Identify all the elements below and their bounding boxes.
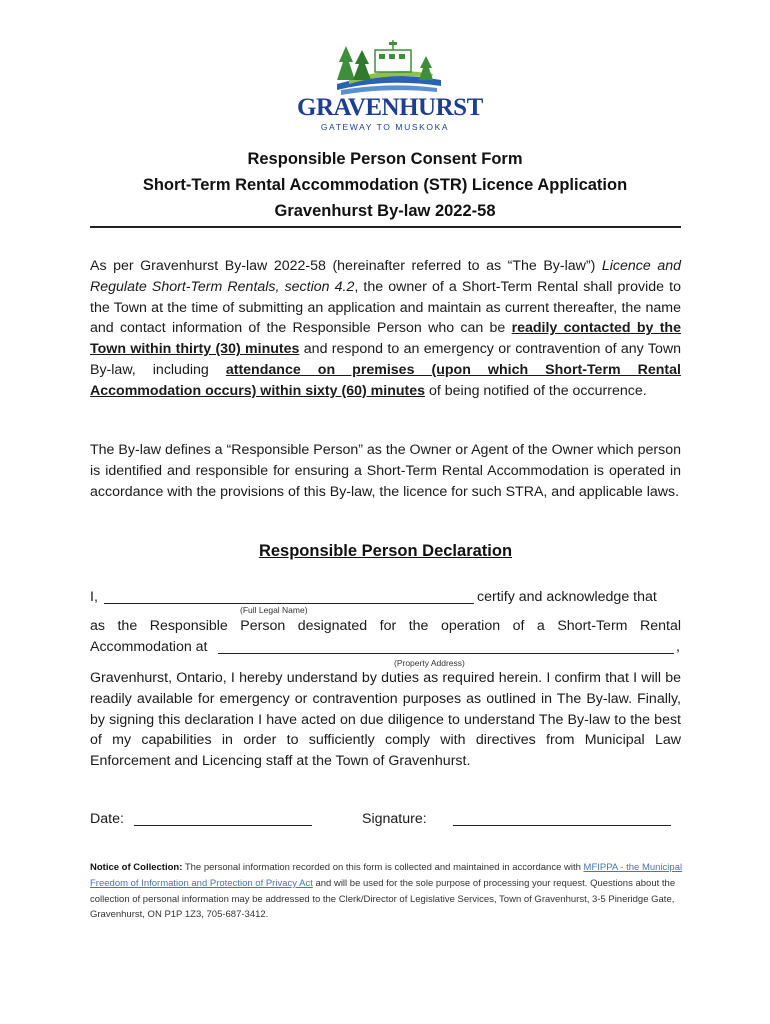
signature-field[interactable]	[453, 825, 671, 826]
para1-text-c: , the owner of a Short-Term Rental shall provide to the Town at the time of submitting an application and maintain as current thereafter, the name and contact information of the Responsible Person who can be	[90, 278, 682, 337]
property-address-field[interactable]	[218, 653, 674, 654]
para1-text-e: and respond to an emergency or contravention of any Town By-law, including	[90, 341, 681, 378]
attendance-requirement: attendance on premises (upon which Short-Term Rental Accommodation occurs) within sixty (60) minutes	[90, 361, 681, 399]
notice-text-1: The personal information recorded on this form is collected and maintained in accordance with	[182, 862, 584, 873]
notice-of-collection	[90, 860, 690, 923]
mfippa-link[interactable]: MFIPPA - the Municipal Freedom of Information and Protection of Privacy Act	[90, 862, 683, 889]
form-title: Responsible Person Consent Form	[247, 150, 523, 168]
definition-paragraph: The By-law defines a “Responsible Person” as the Owner or Agent of the Owner which person is identified and responsible for ensuring a Short-Term Rental Accommodation is operated in accordance with the provisions of this By-law, the licence for such STRA, and applicable laws.	[90, 442, 681, 500]
full-legal-name-field[interactable]	[104, 603, 474, 604]
notice-label: Notice of Collection:	[90, 862, 183, 873]
declaration-heading: Responsible Person Declaration	[258, 542, 513, 560]
para1-text-g: of being notified of the occurrence.	[425, 382, 647, 399]
logo-wordmark: GRAVENHURST	[297, 94, 483, 121]
accommodation-at-text: Accommodation at	[90, 639, 208, 655]
property-address-caption: (Property Address)	[394, 658, 465, 668]
full-legal-name-caption: (Full Legal Name)	[240, 605, 308, 615]
designation-line: as the Responsible Person designated for the operation of a Short-Term Rental	[90, 618, 681, 634]
logo-graphic-icon	[319, 40, 451, 98]
bylaw-paragraph	[90, 256, 681, 402]
date-field[interactable]	[134, 825, 312, 826]
address-comma: ,	[676, 639, 680, 655]
gravenhurst-logo	[297, 40, 483, 136]
form-subtitle: Short-Term Rental Accommodation (STR) Licence Application	[142, 176, 628, 194]
i-prefix: I,	[90, 589, 98, 605]
certify-text: certify and acknowledge that	[477, 589, 657, 605]
para1-text-a: As per Gravenhurst By-law 2022-58 (hereinafter referred to as “The By-law”)	[90, 258, 602, 274]
contact-requirement: readily contacted by the Town within thirty (30) minutes	[90, 320, 681, 358]
date-label: Date:	[90, 811, 124, 827]
title-divider	[90, 226, 681, 228]
form-titles	[90, 146, 680, 224]
logo-tagline: GATEWAY TO MUSKOKA	[320, 122, 450, 132]
bylaw-title: Gravenhurst By-law 2022-58	[274, 202, 496, 220]
bylaw-reference: Licence and Regulate Short-Term Rentals, section 4.2	[90, 258, 681, 295]
declaration-body: Gravenhurst, Ontario, I hereby understand by duties as required herein. I confirm that I will be readily available for emergency or contravention purposes as outlined in The By-law. Finally, by signing this declaration I have acted on due diligence to understand The By-law to the best of my capabilities in order to sufficiently comply with directives from Municipal Law Enforcement and Licencing staff at the Town of Gravenhurst.	[90, 670, 681, 770]
notice-text-2: and will be used for the sole purpose of processing your request. Questions about the collection of personal information may be addressed to the Clerk/Director of Legislative Services, Town of Gravenhurst, 3-5 Pineridge Gate, Gravenhurst, ON P1P 1Z3, 705-687-3412.	[90, 877, 676, 921]
signature-label: Signature:	[362, 811, 427, 827]
